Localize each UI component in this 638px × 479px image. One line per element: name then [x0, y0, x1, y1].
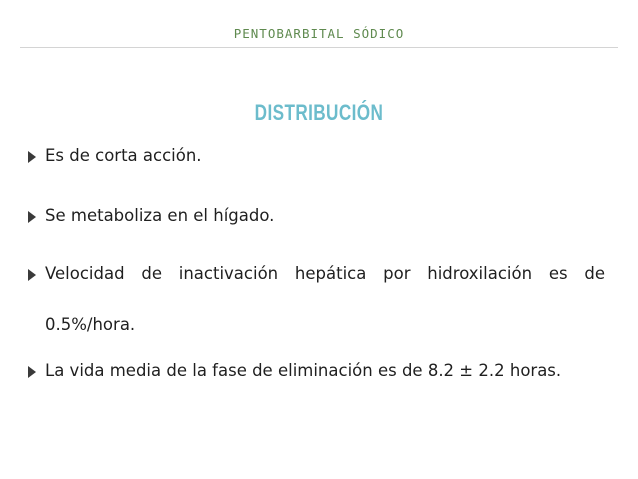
triangle-bullet-icon — [28, 151, 36, 163]
bullet-text: Se metaboliza en el hígado. — [45, 206, 275, 225]
header-title: PENTOBARBITAL SÓDICO — [233, 26, 405, 41]
triangle-bullet-icon — [28, 211, 36, 223]
triangle-bullet-icon — [28, 269, 36, 281]
triangle-bullet-icon — [28, 366, 36, 378]
bullet-text: La vida media de la fase de eliminación es de 8.2 ± 2.2 horas. — [45, 361, 562, 380]
bullet-text: Velocidad de inactivación hepática por hidroxilación es de 0.5%/hora. — [45, 264, 605, 334]
bullet-text: Es de corta acción. — [45, 146, 202, 165]
section-title: DISTRIBUCIÓN — [254, 100, 384, 125]
